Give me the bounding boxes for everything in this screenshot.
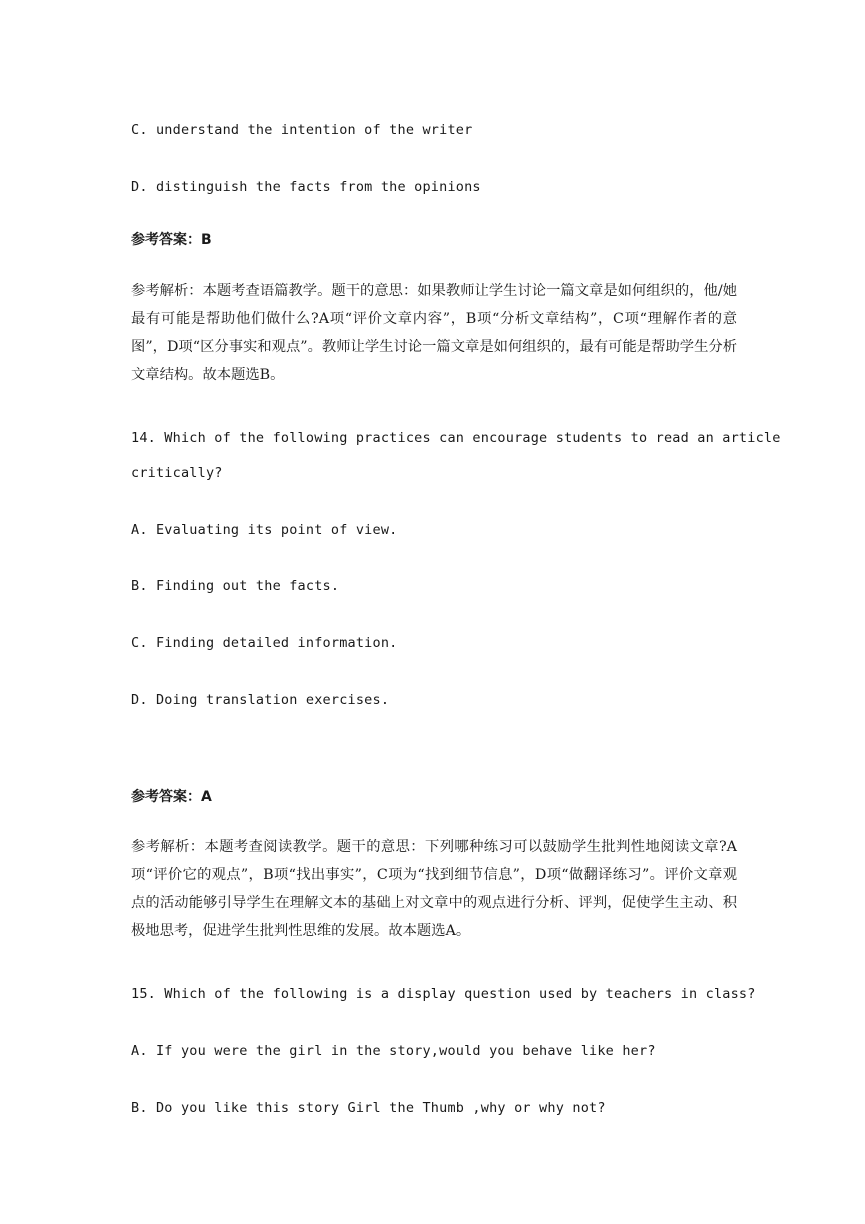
q14-stem-line-1: 14. Which of the following practices can encourage students to read an article	[131, 430, 781, 446]
q14-analysis: 参考解析：本题考查阅读教学。题干的意思：下列哪种练习可以鼓励学生批判性地阅读文章?A项“评价它的观点”，B项“找出事实”，C项为“找到细节信息”，D项“做翻译练习”。评价文章观点的活动能够引导学生在理解文本的基础上对文章中的观点进行分析、评判，促使学生主动、积极地思考，促进学生批判性思维的发展。故本题选A。	[131, 839, 737, 939]
q15-option-a: A. If you were the girl in the story,would you behave like her?	[131, 1043, 656, 1059]
q13-option-d: D. distinguish the facts from the opinions	[131, 179, 481, 195]
q14-option-c: C. Finding detailed information.	[131, 635, 398, 651]
q14-option-a: A. Evaluating its point of view.	[131, 522, 398, 538]
q14-answer: 参考答案：A	[131, 789, 212, 805]
q13-answer: 参考答案：B	[131, 232, 212, 248]
q14-option-d: D. Doing translation exercises.	[131, 692, 390, 708]
q13-option-c: C. understand the intention of the writer	[131, 122, 473, 138]
q14-option-b: B. Finding out the facts.	[131, 578, 340, 594]
q14-stem-line-2: critically?	[131, 465, 223, 481]
q13-analysis: 参考解析：本题考查语篇教学。题干的意思：如果教师让学生讨论一篇文章是如何组织的，他/她最有可能是帮助他们做什么?A项“评价文章内容”，B项“分析文章结构”，C项“理解作者的意图”，D项“区分事实和观点”。教师让学生讨论一篇文章是如何组织的，最有可能是帮助学生分析文章结构。故本题选B。	[131, 283, 737, 383]
q15-stem: 15. Which of the following is a display question used by teachers in class?	[131, 986, 756, 1002]
q15-option-b: B. Do you like this story Girl the Thumb ,why or why not?	[131, 1100, 606, 1116]
